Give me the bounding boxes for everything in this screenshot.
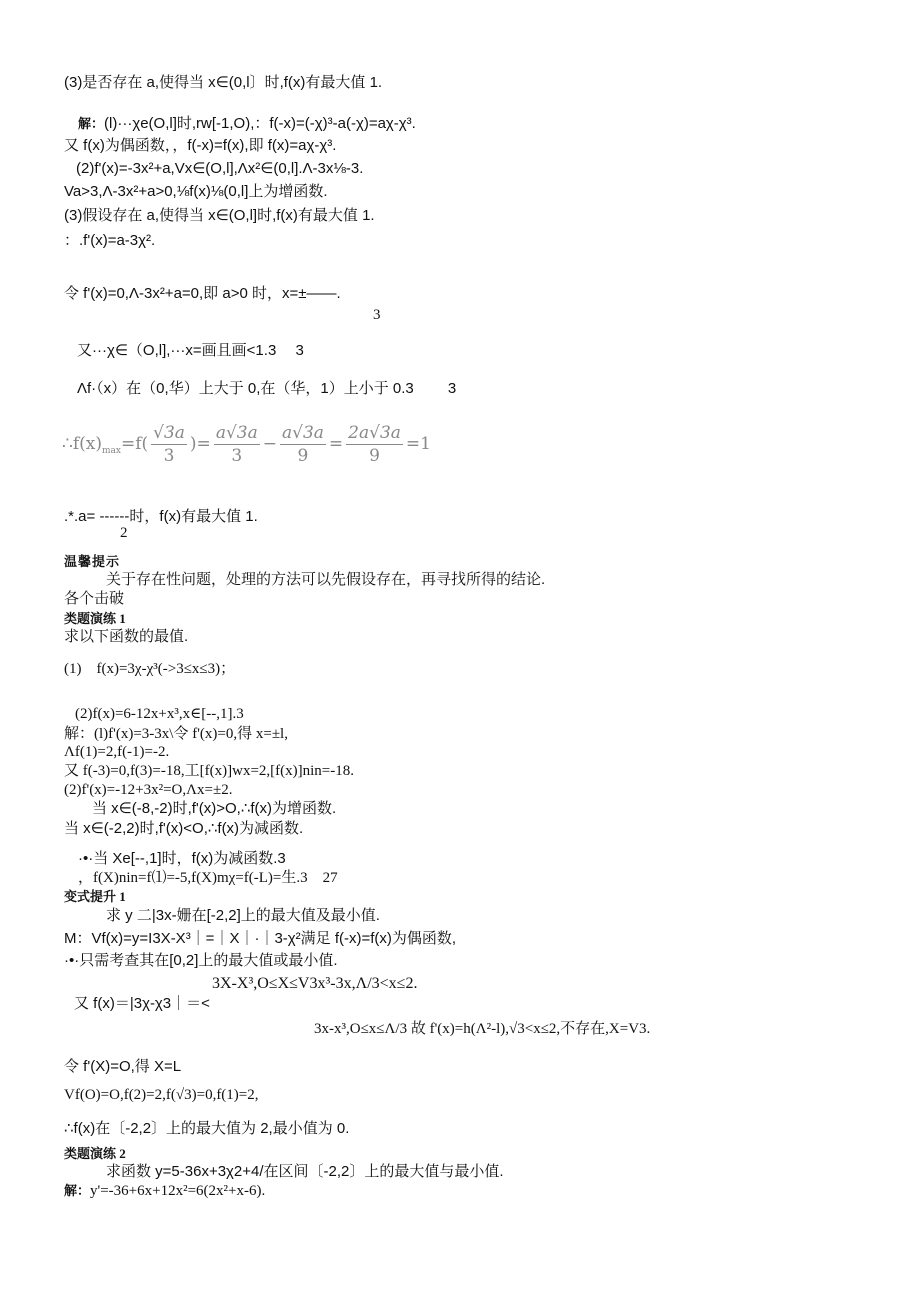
line-35: 3x-x³,O≤x≤Λ/3 故 f'(x)=h(Λ²-l),√3<x≤2,不存在,X=V3. [314, 1021, 651, 1037]
line-12: .*.a= ------时，f(x)有最大值 1. [64, 508, 258, 525]
solution-label-2: 解： [64, 1183, 91, 1198]
fraction-2-num: a√3a [215, 422, 258, 443]
line-1: (3)是否存在 a,使得当 x∈(0,l〕时,f(x)有最大值 1. [64, 74, 383, 91]
fraction-2-den: 3 [231, 445, 243, 466]
line-40: 求函数 y=5-36x+3χ2+4/在区间〔-2,2〕上的最大值与最小值. [106, 1163, 504, 1180]
line-2 [78, 115, 416, 133]
line-24: (2)f'(x)=-12+3x²=O,Λx=±2. [64, 782, 233, 798]
line-8: 令 f'(x)=0,Λ-3x²+a=0,即 a>0 时，x=±——. [64, 285, 341, 302]
fraction-4-den: 9 [369, 445, 380, 466]
line-30: 求 y 二|3x-姗在[-2,2]上的最大值及最小值. [106, 907, 380, 924]
exercise-1-heading: 类题演练 1 [64, 611, 126, 626]
line-18: 求以下函数的最值. [64, 628, 189, 645]
variant-heading: 变式提升 1 [64, 889, 126, 904]
line-21: 解：(l)f'(x)=3-3x\令 f'(x)=0,得 x=±l, [64, 726, 288, 742]
line-33: 3X-X³,O≤X≤V3x³-3x,Λ/3<x≤2. [212, 975, 418, 992]
line-10: 又···χ∈（O,l],···x=画且画<1.3 3 [77, 342, 304, 359]
max-value-formula [62, 418, 431, 470]
formula-lead: ∴f(x) [62, 434, 102, 454]
line-37: Vf(O)=O,f(2)=2,f(√3)=0,f(1)=2, [64, 1087, 259, 1103]
fraction-3 [280, 422, 326, 467]
tip-heading: 温馨提示 [64, 554, 121, 569]
formula-close: )= [189, 434, 211, 454]
fraction-1-den: 3 [163, 445, 175, 466]
line-38: ∴f(x)在〔-2,2〕上的最大值为 2,最小值为 0. [64, 1120, 350, 1137]
line-32: ·•·只需考查其在[0,2]上的最大值或最小值. [64, 952, 338, 969]
line-3: 又 f(x)为偶函数，，f(-x)=f(x),即 f(x)=aχ-χ³. [64, 137, 337, 154]
line-23: 又 f(-3)=0,f(3)=-18,工[f(x)]wx=2,[f(x)]nin=-18. [64, 763, 354, 779]
formula-sub: max [101, 446, 121, 456]
section-heading: 各个击破 [64, 590, 125, 607]
fraction-3-den: 9 [297, 445, 309, 466]
tip-text: 关于存在性问题，处理的方法可以先假设存在，再寻找所得的结论. [106, 571, 546, 588]
formula-tail: =1 [405, 434, 431, 454]
line-36: 令 f'(X)=O,得 X=L [64, 1058, 182, 1075]
fraction-1 [151, 422, 187, 467]
line-31: M：Vf(x)=y=I3X-X³｜=｜X｜·｜3-χ²满足 f(-x)=f(x)为偶函数, [64, 930, 457, 947]
line-25: 当 x∈(-8,-2)时,f'(x)>O,∴f(x)为增函数. [92, 800, 337, 817]
exercise-2-heading: 类题演练 2 [64, 1146, 126, 1161]
fraction-4 [346, 422, 403, 467]
formula-eq2: = [328, 434, 344, 454]
line-28: ，f(X)nin=f⑴=-5,f(X)mχ=f(-L)=生.3 27 [78, 870, 338, 886]
line-9: 3 [373, 307, 381, 323]
fraction-4-num: 2a√3a [348, 422, 401, 443]
line-6: (3)假设存在 a,使得当 x∈(O,l]时,f(x)有最大值 1. [64, 207, 375, 224]
line-19: (1) f(x)=3χ-χ³(->3≤x≤3)； [64, 661, 236, 677]
formula-minus: − [262, 434, 277, 454]
solution-label: 解： [78, 116, 105, 131]
line-34: 又 f(x)＝|3χ-χ3｜＝< [74, 995, 210, 1012]
line-13: 2 [120, 525, 128, 541]
line-5: Va>3,Λ-3x²+a>0,⅛f(x)⅛(0,l]上为增函数. [64, 183, 328, 200]
line-26: 当 x∈(-2,2)时,f'(x)<O,∴f(x)为减函数. [64, 820, 304, 837]
line-4: (2)f'(x)=-3x²+a,Vx∈(O,l],Λx²∈(0,l].Λ-3x⅛-3. [76, 160, 364, 177]
fraction-1-num: √3a [153, 422, 185, 443]
line-41 [64, 1182, 265, 1200]
formula-eq: =f( [120, 434, 149, 454]
line-7: ：.f'(x)=a-3χ². [64, 232, 156, 249]
fraction-2 [214, 422, 260, 467]
fraction-3-num: a√3a [281, 422, 324, 443]
line-2-text: (l)···χe(O,l]时,rw[-1,O),：f(-x)=(-χ)³-a(-χ)=aχ-χ³. [104, 115, 416, 132]
line-20: (2)f(x)=6-12x+x³,x∈[--,1].3 [75, 706, 244, 722]
line-41-text: y'=-36+6x+12x²=6(2x²+x-6). [90, 1183, 266, 1199]
line-22: Λf(1)=2,f(-1)=-2. [64, 744, 170, 760]
line-27: ·•·当 Xe[--,1]时，f(x)为减函数.3 [78, 850, 286, 867]
line-11: Λf·（x）在（0,华）上大于 0,在（华，1）上小于 0.3 3 [77, 380, 457, 397]
